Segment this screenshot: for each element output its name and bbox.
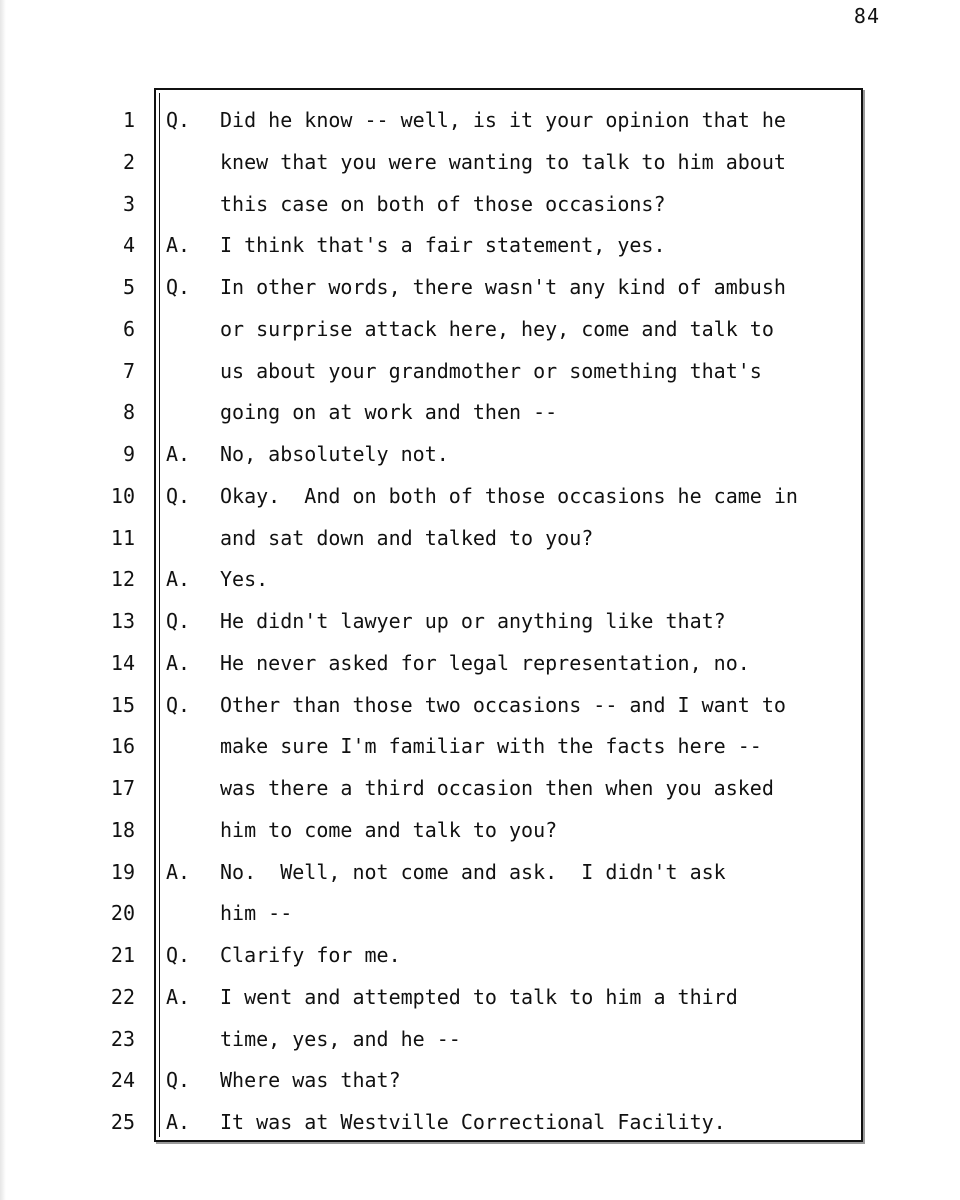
line-number: 2: [122, 149, 135, 174]
line-number: 25: [110, 1110, 135, 1134]
line-text: I went and attempted to talk to him a third: [220, 984, 738, 1009]
line-text: Did he know -- well, is it your opinion that he: [220, 108, 786, 132]
line-text: this case on both of those occasions?: [220, 191, 666, 216]
transcript-line: [0, 444, 960, 486]
transcript-line: [0, 525, 960, 570]
transcript-line: [0, 358, 960, 403]
speaker-label: A.: [166, 1110, 191, 1134]
line-number: 8: [122, 400, 135, 425]
speaker-label: A.: [166, 984, 191, 1009]
line-number: 17: [110, 776, 135, 800]
line-text: going on at work and then --: [220, 400, 558, 425]
transcript-line: [0, 235, 960, 277]
line-number: 19: [110, 859, 135, 884]
line-text: time, yes, and he --: [220, 1026, 461, 1051]
line-number: 14: [110, 650, 135, 675]
line-number: 13: [110, 609, 135, 633]
speaker-label: A.: [166, 567, 191, 592]
transcript-line: [0, 945, 960, 987]
line-text: and sat down and talked to you?: [220, 525, 594, 550]
line-text: knew that you were wanting to talk to him about: [220, 149, 786, 174]
line-number: 22: [110, 984, 135, 1009]
transcript-line: [0, 569, 960, 611]
line-text: him to come and talk to you?: [220, 817, 558, 842]
line-number: 1: [122, 108, 135, 132]
transcript-line: [0, 859, 960, 904]
transcript-line: [0, 149, 960, 194]
transcript-line: [0, 903, 960, 945]
transcript-line: [0, 778, 960, 820]
page-number: 84: [853, 4, 880, 28]
line-number: 3: [122, 191, 135, 216]
speaker-label: A.: [166, 442, 191, 466]
transcript-line: [0, 191, 960, 236]
line-number: 5: [122, 275, 135, 299]
line-text: or surprise attack here, hey, come and talk to: [220, 316, 774, 341]
line-number: 18: [110, 817, 135, 842]
line-number: 24: [110, 1068, 135, 1093]
transcript-line: [0, 110, 960, 152]
speaker-label: A.: [166, 233, 191, 258]
transcript-line: [0, 1026, 960, 1071]
line-number: 20: [110, 901, 135, 926]
line-text: Okay. And on both of those occasions he came in: [220, 483, 798, 508]
transcript-line: [0, 984, 960, 1029]
speaker-label: A.: [166, 859, 191, 884]
transcript-line: [0, 316, 960, 361]
line-text: make sure I'm familiar with the facts here --: [220, 734, 762, 759]
transcript-line: [0, 611, 960, 653]
line-number: 10: [110, 483, 135, 508]
line-number: 21: [110, 943, 135, 967]
transcript-line: [0, 402, 960, 444]
line-number: 4: [122, 233, 135, 258]
speaker-label: A.: [166, 650, 191, 675]
speaker-label: Q.: [166, 692, 191, 717]
speaker-label: Q.: [166, 483, 191, 508]
line-text: In other words, there wasn't any kind of ambush: [220, 275, 786, 299]
line-text: Clarify for me.: [220, 943, 401, 967]
line-number: 15: [110, 692, 135, 717]
transcript-line: [0, 692, 960, 737]
speaker-label: Q.: [166, 943, 191, 967]
line-number: 23: [110, 1026, 135, 1051]
transcript-line: [0, 650, 960, 695]
line-text: Yes.: [220, 567, 269, 592]
speaker-label: Q.: [166, 275, 191, 299]
transcript-line: [0, 736, 960, 778]
speaker-label: Q.: [166, 108, 191, 132]
line-text: Where was that?: [220, 1068, 401, 1093]
line-number: 6: [122, 316, 135, 341]
transcript-line: [0, 483, 960, 528]
line-text: It was at Westville Correctional Facility.: [220, 1110, 726, 1134]
line-text: No, absolutely not.: [220, 442, 449, 466]
transcript-line: [0, 1112, 960, 1154]
line-number: 12: [110, 567, 135, 592]
line-text: No. Well, not come and ask. I didn't ask: [220, 859, 726, 884]
line-text: us about your grandmother or something that's: [220, 358, 762, 383]
speaker-label: Q.: [166, 1068, 191, 1093]
line-number: 7: [122, 358, 135, 383]
line-text: He never asked for legal representation, no.: [220, 650, 750, 675]
line-number: 11: [110, 525, 135, 550]
line-text: He didn't lawyer up or anything like that?: [220, 609, 726, 633]
line-text: Other than those two occasions -- and I want to: [220, 692, 786, 717]
transcript-line: [0, 277, 960, 319]
line-text: him --: [220, 901, 293, 926]
speaker-label: Q.: [166, 609, 191, 633]
line-text: I think that's a fair statement, yes.: [220, 233, 666, 258]
line-number: 16: [110, 734, 135, 759]
transcript-line: [0, 1070, 960, 1112]
line-number: 9: [122, 442, 135, 466]
transcript-line: [0, 817, 960, 862]
line-text: was there a third occasion then when you asked: [220, 776, 774, 800]
